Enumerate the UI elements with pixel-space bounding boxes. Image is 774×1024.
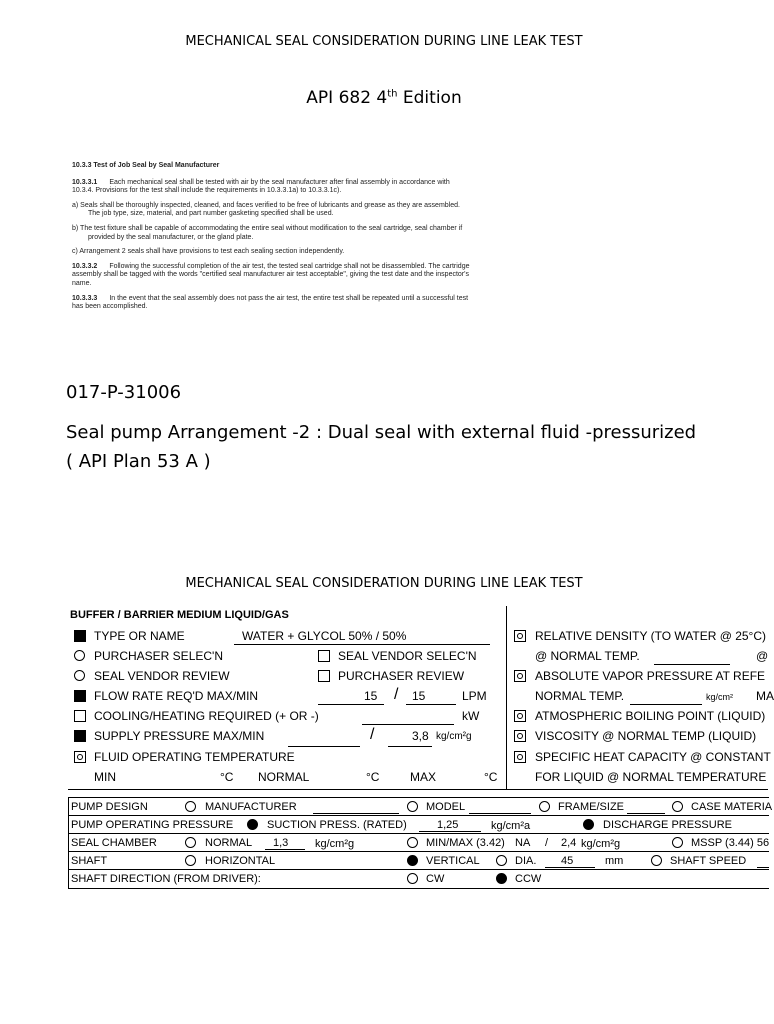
api-excerpt — [72, 162, 472, 318]
relative-density-checkbox[interactable] — [514, 630, 526, 642]
manufacturer-underline — [313, 813, 399, 814]
model-label: MODEL — [426, 801, 466, 813]
viscosity-checkbox[interactable] — [514, 730, 526, 742]
cooling-checkbox[interactable] — [74, 710, 86, 722]
relative-density-label: RELATIVE DENSITY (TO WATER @ 25°C) — [535, 629, 767, 643]
document-title: MECHANICAL SEAL CONSIDERATION DURING LINE LEAK TEST — [185, 34, 583, 49]
density-underline — [654, 664, 730, 665]
seal-description-line-1: Seal pump Arrangement -2 : Dual seal with external fluid -pressurized — [66, 422, 697, 443]
viscosity-label: VISCOSITY @ NORMAL TEMP (LIQUID) — [535, 729, 757, 743]
diameter-unit: mm — [605, 855, 624, 867]
standard-heading — [0, 88, 768, 108]
discharge-pressure-label: DISCHARGE PRESSURE — [603, 819, 732, 831]
diameter-underline — [545, 867, 595, 868]
temp-max-unit: °C — [484, 770, 498, 784]
specific-heat-label: SPECIFIC HEAT CAPACITY @ CONSTANT — [535, 750, 771, 764]
excerpt-item-a: a) Seals shall be thoroughly inspected, cleaned, and faces verified to be free of lubricants and grease as they are assembled. The job type, size, material, and part number gasketing specified shall be used. — [72, 201, 460, 218]
type-underline — [234, 644, 490, 645]
suction-unit: kg/cm²a — [491, 820, 531, 832]
horizontal-label: HORIZONTAL — [205, 855, 276, 867]
vertical-radio[interactable] — [407, 855, 418, 866]
boiling-point-checkbox[interactable] — [514, 710, 526, 722]
suction-underline — [419, 831, 481, 832]
min-max-radio[interactable] — [407, 837, 418, 848]
manufacturer-label: MANUFACTURER — [205, 801, 297, 813]
seal-description — [66, 418, 756, 476]
temp-max-label: MAX — [410, 770, 437, 784]
min-value: NA — [515, 837, 531, 849]
shaft-label: SHAFT — [71, 855, 108, 867]
clause-number: 10.3.3.2 — [72, 262, 98, 270]
flow-max-value: 15 — [364, 689, 378, 703]
suction-press-label: SUCTION PRESS. (RATED) — [267, 819, 407, 831]
supply-min-underline — [388, 746, 432, 747]
flow-min-underline — [406, 704, 456, 705]
edition-label: Edition — [397, 88, 462, 108]
clause-text: Each mechanical seal shall be tested with air by the seal manufacturer after final assembly in accordance with 10.3.4. Provisions for the test shall include the requirements in 10.3.3.1a) to 10.3.3.1c). — [72, 178, 450, 195]
edition-superscript: th — [387, 88, 398, 100]
cw-label: CW — [426, 873, 445, 885]
discharge-pressure-radio[interactable] — [583, 819, 594, 830]
diameter-radio[interactable] — [496, 855, 507, 866]
ccw-label: CCW — [515, 873, 542, 885]
seal-vendor-review-radio[interactable] — [74, 670, 85, 681]
frame-size-radio[interactable] — [539, 801, 550, 812]
row-divider — [69, 869, 769, 870]
normal-label: NORMAL — [205, 837, 253, 849]
normal-value: 1,3 — [273, 837, 289, 849]
suction-value: 1,25 — [437, 819, 459, 831]
excerpt-paragraph-2 — [72, 263, 472, 289]
seal-vendor-select-label: SEAL VENDOR SELEC'N — [338, 649, 477, 663]
mssp-radio[interactable] — [672, 837, 683, 848]
row-divider — [69, 815, 769, 816]
standard-name: API 682 4 — [306, 88, 388, 108]
seal-description-line-2: ( API Plan 53 A ) — [66, 451, 211, 472]
seal-vendor-select-checkbox[interactable] — [318, 650, 330, 662]
at-normal-temp-label: @ NORMAL TEMP. — [535, 649, 640, 663]
flow-separator: / — [394, 686, 399, 703]
temp-min-unit: °C — [220, 770, 234, 784]
clause-text: In the event that the seal assembly does not pass the air test, the entire test shall be repeated until a successful test has been accomplished. — [72, 294, 469, 311]
supply-max-underline — [288, 746, 360, 747]
model-radio[interactable] — [407, 801, 418, 812]
excerpt-title: 10.3.3 Test of Job Seal by Seal Manufacturer — [72, 162, 220, 169]
min-max-separator: / — [545, 837, 549, 849]
clause-number: 10.3.3.3 — [72, 294, 98, 302]
max-unit: kg/cm²g — [581, 838, 621, 850]
diameter-label: DIA. — [515, 855, 537, 867]
temp-normal-label: NORMAL — [258, 770, 310, 784]
temp-min-label: MIN — [94, 770, 116, 784]
diameter-value: 45 — [561, 855, 574, 867]
case-material-label: CASE MATERIA — [691, 801, 773, 813]
frame-size-label: FRAME/SIZE — [558, 801, 625, 813]
type-or-name-label: TYPE OR NAME — [94, 629, 185, 643]
pump-data-form — [68, 797, 773, 889]
specific-heat-checkbox[interactable] — [514, 751, 526, 763]
flow-rate-label: FLOW RATE REQ'D MAX/MIN — [94, 689, 259, 703]
pump-operating-pressure-label: PUMP OPERATING PRESSURE — [71, 819, 234, 831]
mssp-label: MSSP (3.44) 56 — [691, 837, 770, 849]
type-value: WATER + GLYCOL 50% / 50% — [242, 629, 407, 643]
excerpt-item-b: b) The test fixture shall be capable of accommodating the entire seal without modification to the seal cartridge, seal chamber if provided by the seal manufacturer, or the gland plate. — [72, 224, 463, 241]
cooling-unit: kW — [462, 709, 480, 723]
form-header: BUFFER / BARRIER MEDIUM LIQUID/GAS — [70, 609, 289, 621]
cooling-underline — [362, 724, 454, 725]
pump-design-label: PUMP DESIGN — [71, 801, 148, 813]
fluid-temp-checkbox[interactable] — [74, 751, 86, 763]
frame-size-underline — [627, 813, 665, 814]
purchaser-select-radio[interactable] — [74, 650, 85, 661]
shaft-speed-radio[interactable] — [651, 855, 662, 866]
section-title: MECHANICAL SEAL CONSIDERATION DURING LINE LEAK TEST — [185, 576, 583, 591]
supply-pressure-checkbox[interactable] — [74, 730, 86, 742]
boiling-point-label: ATMOSPHERIC BOILING POINT (LIQUID) — [535, 709, 766, 723]
for-liquid-label: FOR LIQUID @ NORMAL TEMPERATURE — [535, 770, 767, 784]
vapor-unit: kg/cm² — [706, 692, 733, 702]
supply-value: 3,8 — [412, 729, 429, 743]
supply-pressure-label: SUPPLY PRESSURE MAX/MIN — [94, 729, 265, 743]
shaft-direction-label: SHAFT DIRECTION (FROM DRIVER): — [71, 873, 261, 885]
purchaser-review-label: PURCHASER REVIEW — [338, 669, 465, 683]
normal-radio[interactable] — [185, 837, 196, 848]
ccw-radio[interactable] — [496, 873, 507, 884]
purchaser-select-label: PURCHASER SELEC'N — [94, 649, 223, 663]
supply-unit: kg/cm²g — [436, 731, 472, 742]
clause-text: Following the successful completion of the air test, the tested seal cartridge shall not be disassembled. The cartridge assembly shall be tagged with the words "certified seal manufacturer air test acceptable", giving the test date and the inspector's name. — [72, 262, 470, 287]
seal-chamber-label: SEAL CHAMBER — [71, 837, 157, 849]
normal-unit: kg/cm²g — [315, 838, 355, 850]
buffer-barrier-form — [68, 606, 774, 790]
model-underline — [469, 813, 531, 814]
form-bottom-border — [68, 789, 768, 790]
vertical-label: VERTICAL — [426, 855, 480, 867]
min-max-label: MIN/MAX (3.42) — [426, 837, 505, 849]
purchaser-review-checkbox[interactable] — [318, 670, 330, 682]
row-divider — [69, 851, 769, 852]
at-sign: @ — [756, 649, 769, 663]
excerpt-paragraph-3 — [72, 295, 472, 312]
horizontal-radio[interactable] — [185, 855, 196, 866]
supply-separator: / — [370, 726, 375, 743]
excerpt-item-c: c) Arrangement 2 seals shall have provisions to test each sealing section independently. — [72, 248, 345, 256]
row-divider — [69, 833, 769, 834]
clause-number: 10.3.3.1 — [72, 178, 98, 186]
manufacturer-radio[interactable] — [185, 801, 196, 812]
excerpt-paragraph-1 — [72, 179, 472, 196]
flow-max-underline — [318, 704, 384, 705]
vapor-underline — [630, 704, 702, 705]
cw-radio[interactable] — [407, 873, 418, 884]
flow-min-value: 15 — [412, 689, 426, 703]
fluid-temp-label: FLUID OPERATING TEMPERATURE — [94, 750, 295, 764]
column-divider — [506, 606, 507, 790]
flow-unit: LPM — [462, 689, 487, 703]
equipment-tag: 017-P-31006 — [66, 382, 182, 403]
max-value: 2,4 — [561, 837, 577, 849]
seal-vendor-review-label: SEAL VENDOR REVIEW — [94, 669, 230, 683]
suction-press-radio[interactable] — [247, 819, 258, 830]
temp-normal-unit: °C — [366, 770, 380, 784]
flow-rate-checkbox[interactable] — [74, 690, 86, 702]
shaft-speed-label: SHAFT SPEED — [670, 855, 747, 867]
vapor-pressure-checkbox[interactable] — [514, 670, 526, 682]
normal-underline — [265, 849, 305, 850]
type-or-name-checkbox[interactable] — [74, 630, 86, 642]
vapor-pressure-label: ABSOLUTE VAPOR PRESSURE AT REFE — [535, 669, 766, 683]
vapor-max-label: MA — [756, 689, 774, 703]
cooling-label: COOLING/HEATING REQUIRED (+ OR -) — [94, 709, 319, 723]
case-material-radio[interactable] — [672, 801, 683, 812]
shaft-speed-underline — [757, 867, 769, 868]
normal-temp-label: NORMAL TEMP. — [535, 689, 625, 703]
